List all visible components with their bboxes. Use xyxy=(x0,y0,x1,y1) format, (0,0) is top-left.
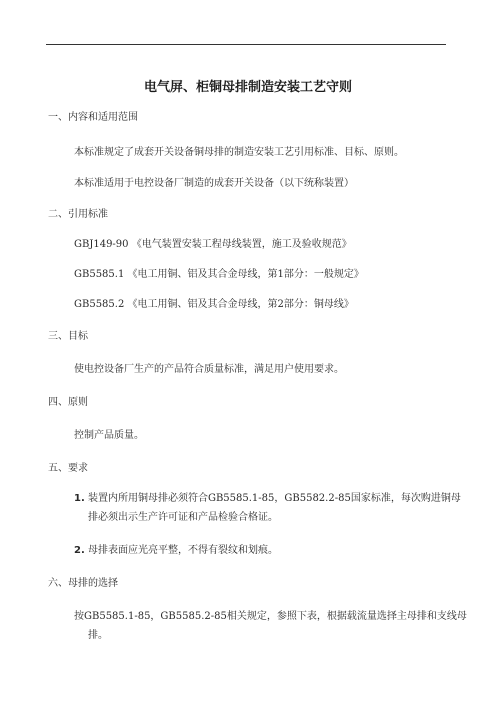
paragraph-continuation: 排。 xyxy=(88,630,108,641)
header-rule xyxy=(46,44,446,45)
requirement-item xyxy=(74,544,278,557)
paragraph: 使电控设备厂生产的产品符合质量标准，满足用户使用要求。 xyxy=(74,364,344,375)
section-heading-references: 二、引用标准 xyxy=(48,209,108,220)
section-heading-goal: 三、目标 xyxy=(48,331,88,342)
paragraph: 本标准规定了成套开关设备铜母排的制造安装工艺引用标准、目标、原则。 xyxy=(74,147,404,158)
item-number: 2. xyxy=(74,545,85,556)
paragraph: 控制产品质量。 xyxy=(74,430,144,441)
item-number: 1. xyxy=(74,493,85,504)
item-text: 母排表面应光亮平整，不得有裂纹和划痕。 xyxy=(87,545,278,556)
reference-item: GB5585.2 《电工用铜、铝及其合金母线，第2部分：铜母线》 xyxy=(74,299,354,310)
paragraph: 按GB5585.1-85，GB5585.2-85相关规定，参照下表，根据载流量选择主母排和支线母 xyxy=(74,611,467,622)
reference-item: GB5585.1 《电工用铜、铝及其合金母线，第1部分：一般规定》 xyxy=(74,269,364,280)
requirement-item xyxy=(74,492,461,505)
section-heading-requirements: 五、要求 xyxy=(48,463,88,474)
section-heading-principle: 四、原则 xyxy=(48,397,88,408)
paragraph: 本标准适用于电控设备厂制造的成套开关设备（以下统称装置） xyxy=(74,178,354,189)
section-heading-busbar-selection: 六、母排的选择 xyxy=(48,578,118,589)
reference-item: GBJ149-90 《电气装置安装工程母线装置，施工及验收规范》 xyxy=(74,239,352,250)
item-text-continuation: 排必须出示生产许可证和产品检验合格证。 xyxy=(88,512,278,523)
item-text: 装置内所用铜母排必须符合GB5585.1-85，GB5582.2-85国家标准，每次购进铜母 xyxy=(87,493,461,504)
document-title: 电气屏、柜铜母排制造安装工艺守则 xyxy=(143,80,352,95)
section-heading-scope: 一、内容和适用范围 xyxy=(48,112,138,123)
